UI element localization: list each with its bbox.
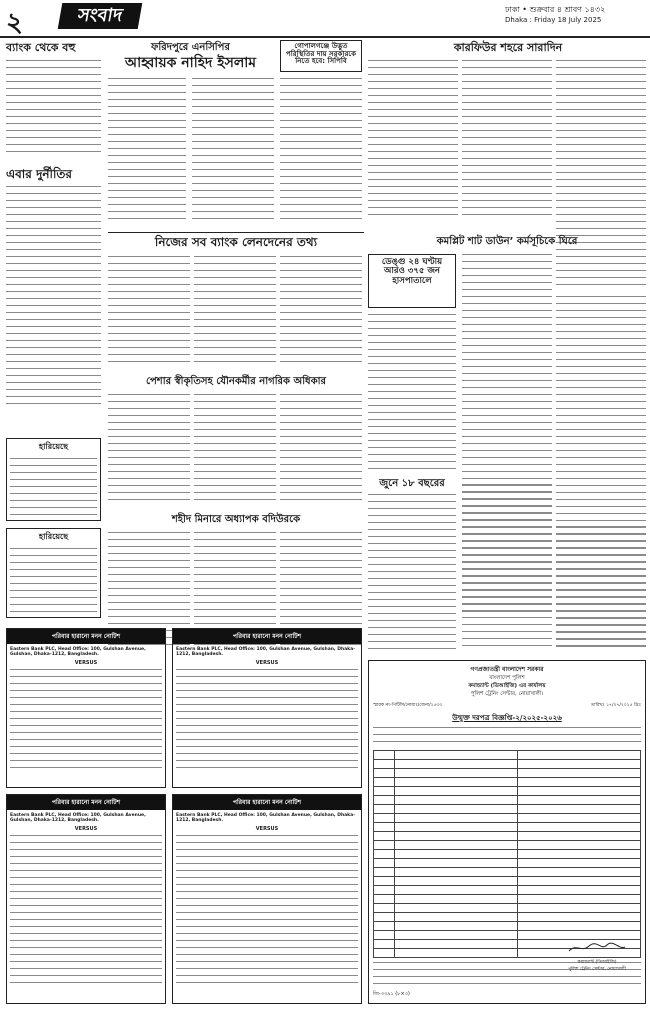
article-shutdown-col1 [462,254,552,654]
article-pesha-col2 [194,394,276,509]
tender-table [373,750,641,958]
article-pesha-col1 [108,394,190,509]
headline-complete-shutdown: কমপ্লিট শাট ডাউন’ কর্মসূচিকে ঘিরে [436,236,578,247]
tender-footer-code: জি-৩৩৯১ (৮×৩) [373,991,410,997]
article-dengue-body [368,314,456,474]
tender-gov: গণপ্রজাতন্ত্রী বাংলাদেশ সরকার [470,666,544,673]
dateline-en: Dhaka : Friday 18 July 2025 [505,16,602,24]
notice-3-bank: Eastern Bank PLC, Head Office: 100, Gulshan Avenue, Gulshan, Dhaka-1212, Bangladesh. [10,813,146,823]
notice-1-bank: Eastern Bank PLC, Head Office: 100, Gulshan Avenue, Gulshan, Dhaka-1212, Bangladesh. [10,647,146,657]
notice-4-title: পরিবার হারানো মনন নোটিশ [173,795,361,810]
tender-title: উন্মুক্ত দরপত্র বিজ্ঞপ্তি-২/২০২৫-২০২৬ [452,714,562,722]
tender-signature-name: কমান্ড্যান্ট (ডিআইজি) [577,960,617,965]
headline-dengue: ডেঙ্গু ২৪ ঘণ্টায় আরও ৩৭৫ জন হাসপাতালে [381,257,443,286]
tender-memo: স্মারক নং-পিটিসি/নোয়াঃ/জেনা/২৫৩৩ [373,703,443,708]
notice-2-versus: VERSUS [255,660,279,666]
divider [108,232,364,233]
newspaper-logo: সংবাদ [58,3,143,29]
headline-durniti: এবার দুর্নীতির [6,167,73,181]
tender-notice [368,660,646,1004]
headline-june: জুনে ১৮ বছরের [379,478,445,489]
article-durniti-body [6,186,101,411]
tender-dept: বাংলাদেশ পুলিশ [489,675,525,681]
notice-4-bank: Eastern Bank PLC, Head Office: 100, Gulshan Avenue, Gulshan, Dhaka-1212, Bangladesh. [176,813,356,823]
tender-signature-unit: পুলিশ ট্রেনিং সেন্টার, নোয়াখালী [568,967,626,972]
article-shutdown-col2 [556,296,646,654]
notice-3 [6,794,166,1004]
notice-1-title: পরিবার হারানো মনন নোটিশ [7,629,165,644]
article-june-body [368,494,456,654]
notice-4-versus: VERSUS [255,826,279,832]
lost-ad-1 [6,438,101,521]
tender-signature [557,940,637,973]
article-karfew-col1 [368,60,458,225]
headline-faridpur: আহ্বায়ক নাহিদ ইসলাম [124,55,257,71]
headline-bank: ব্যাংক থেকে বহু [6,41,76,54]
article-faridpur-col1 [108,78,186,228]
headline-gopalganj: গোপালগঞ্জে উদ্ভূত পরিস্থিতির দায় সরকারকে নিতে হবে: সিপিবি [285,42,356,66]
notice-4 [172,794,362,1004]
article-bank-body [6,60,101,160]
article-pesha-col3 [280,394,362,509]
notice-1 [6,628,166,788]
page-number: ২ [6,8,23,38]
notice-2 [172,628,362,788]
tender-unit: পুলিশ ট্রেনিং সেন্টার, নোয়াখালী। [470,691,544,697]
article-gopalganj-body [280,78,362,228]
notice-2-title: পরিবার হারানো মনন নোটিশ [173,629,361,644]
notice-3-versus: VERSUS [74,826,98,832]
dengue-headline-box [368,254,456,308]
notice-2-bank: Eastern Bank PLC, Head Office: 100, Gulshan Avenue, Gulshan, Dhaka-1212, Bangladesh. [176,647,356,657]
headline-nijer: নিজের সব ব্যাংক লেনদেনের তথ্য [154,235,318,249]
article-nijer-col1 [108,256,190,371]
headline-shahid: শহীদ মিনারে অধ্যাপক বদিউরকে [171,514,301,525]
headline-faridpur-kicker: ফরিদপুরে এনসিপির [151,42,230,53]
notice-1-versus: VERSUS [74,660,98,666]
tender-date: তারিখঃ ১৭/০৭/২০২৫ খ্রিঃ [590,703,641,708]
tender-office: কমান্ড্যান্ট (ডিআইজি) এর কার্যালয় [468,683,546,689]
article-karfew-col3 [556,60,646,290]
gopalganj-headline-box [280,40,362,72]
lost-ad-2-title: হারিয়েছে [38,532,69,541]
signature-scribble [567,941,627,955]
article-faridpur-col2 [192,78,274,228]
lost-ad-1-title: হারিয়েছে [38,442,69,451]
article-nijer-col2 [194,256,276,371]
notice-3-title: পরিবার হারানো মনন নোটিশ [7,795,165,810]
dateline-bn: ঢাকা • শুক্রবার ৪ শ্রাবণ ১৪৩২ [505,5,606,14]
article-karfew-col2 [462,60,552,225]
article-nijer-col3 [280,256,362,371]
lost-ad-2 [6,528,101,618]
headline-pesha: পেশার স্বীকৃতিসহ যৌনকর্মীর নাগরিক অধিকার [145,376,327,387]
headline-karfew: কারফিউর শহরে সারাদিন [453,41,563,54]
